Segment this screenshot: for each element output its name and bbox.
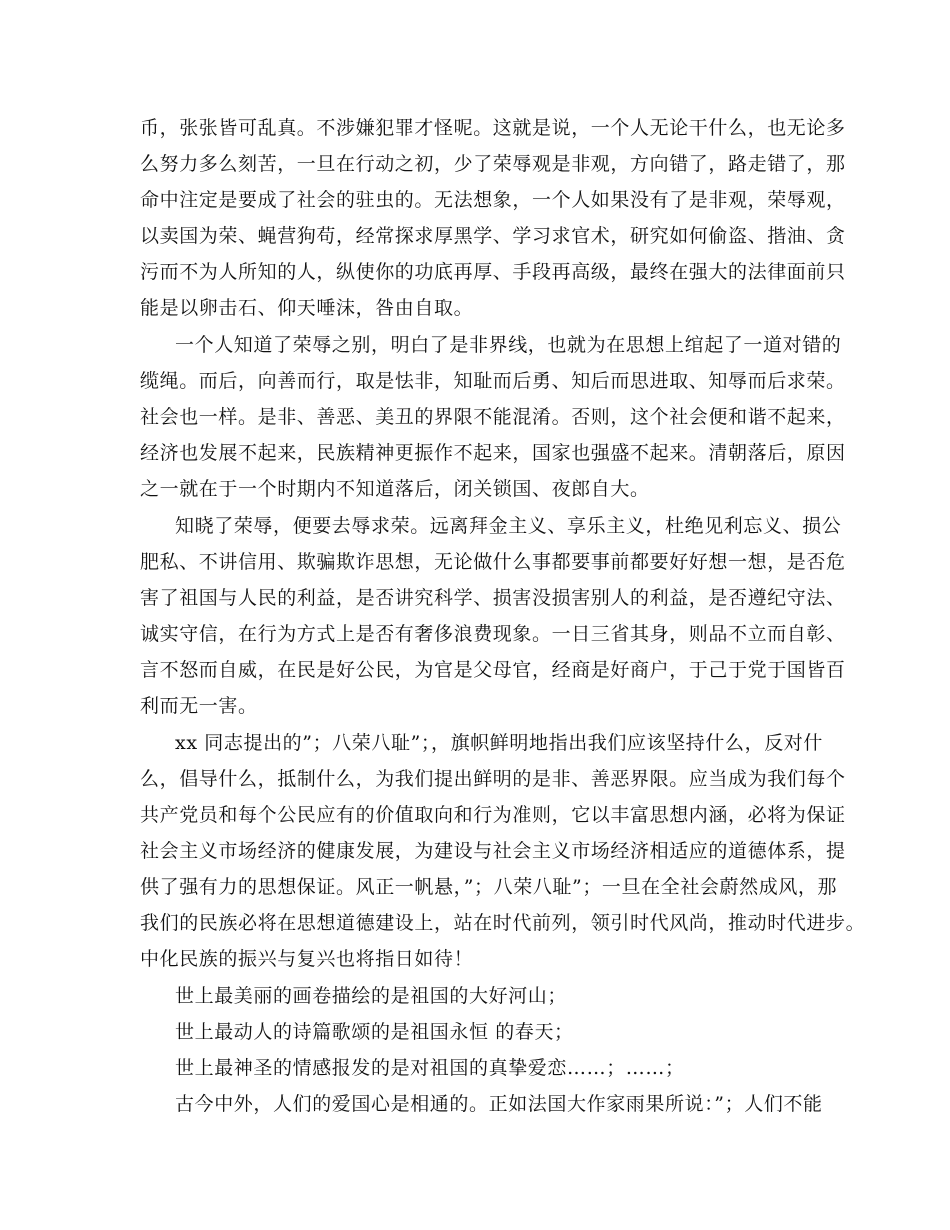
- text-line: 诚实守信，在行为方式上是否有奢侈浪费现象。一日三省其身，则品不立而自彰、: [140, 623, 846, 645]
- text-line: 世上最神圣的情感报发的是对祖国的真挚爱恋……；……；: [175, 1057, 685, 1079]
- text-line: 供了强有力的思想保证。风正一帆悬，”；八荣八耻”；一旦在全社会蔚然成风，那: [140, 876, 838, 898]
- text-line: 古今中外，人们的爱国心是相通的。正如法国大作家雨果所说：”；人们不能: [175, 1093, 823, 1115]
- text-line: 社会也一样。是非、善恶、美丑的界限不能混淆。否则，这个社会便和谐不起来，: [140, 406, 846, 428]
- text-line: 社会主义市场经济的健康发展，为建设与社会主义市场经济相适应的道德体系，提: [140, 840, 846, 862]
- text-line: 经济也发展不起来，民族精神更振作不起来，国家也强盛不起来。清朝落后，原因: [140, 442, 846, 464]
- text-line: 世上最动人的诗篇歌颂的是祖国永恒 的春天；: [175, 1021, 574, 1043]
- text-line: 能是以卵击石、仰天唾沫，咎由自取。: [140, 297, 474, 319]
- text-line: 利而无一害。: [140, 695, 258, 717]
- text-line: 共产党员和每个公民应有的价值取向和行为准则，它以丰富思想内涵，必将为保证: [140, 804, 846, 826]
- text-line: 污而不为人所知的人，纵使你的功底再厚、手段再高级，最终在强大的法律面前只: [140, 261, 846, 283]
- text-line: 知晓了荣辱，便要去辱求荣。远离拜金主义、享乐主义，杜绝见利忘义、损公: [175, 515, 842, 537]
- text-line: 么努力多么刻苦，一旦在行动之初，少了荣辱观是非观，方向错了，路走错了，那: [140, 153, 846, 175]
- text-line: 缆绳。而后，向善而行，取是怯非，知耻而后勇、知后而思进取、知辱而后求荣。: [140, 370, 846, 392]
- text-line: 中化民族的振兴与复兴也将指日如待！: [140, 948, 474, 970]
- text-line: 一个人知道了荣辱之别，明白了是非界线，也就为在思想上绾起了一道对错的: [175, 334, 842, 356]
- text-line: 命中注定是要成了社会的驻虫的。无法想象，一个人如果没有了是非观，荣辱观，: [140, 189, 846, 211]
- text-line: 之一就在于一个时期内不知道落后，闭关锁国、夜郎自大。: [140, 478, 650, 500]
- text-line: 言不怒而自威，在民是好公民，为官是父母官，经商是好商户，于己于党于国皆百: [140, 659, 846, 681]
- text-line: 么，倡导什么，抵制什么，为我们提出鲜明的是非、善恶界限。应当成为我们每个: [140, 768, 846, 790]
- text-line: 币，张张皆可乱真。不涉嫌犯罪才怪呢。这就是说，一个人无论干什么，也无论多: [140, 117, 846, 139]
- text-line: 害了祖国与人民的利益，是否讲究科学、损害没损害别人的利益，是否遵纪守法、: [140, 587, 846, 609]
- text-line: 肥私、不讲信用、欺骗欺诈思想，无论做什么事都要事前都要好好想一想，是否危: [140, 551, 846, 573]
- text-line: 世上最美丽的画卷描绘的是祖国的大好河山；: [175, 985, 568, 1007]
- text-line: 我们的民族必将在思想道德建设上，站在时代前列，领引时代风尚，推动时代进步。: [140, 912, 866, 934]
- text-line: xx 同志提出的”；八荣八耻”；，旗帜鲜明地指出我们应该坚持什么，反对什: [175, 732, 823, 754]
- text-line: 以卖国为荣、蝇营狗苟，经常探求厚黑学、学习求官术，研究如何偷盗、揩油、贪: [140, 225, 846, 247]
